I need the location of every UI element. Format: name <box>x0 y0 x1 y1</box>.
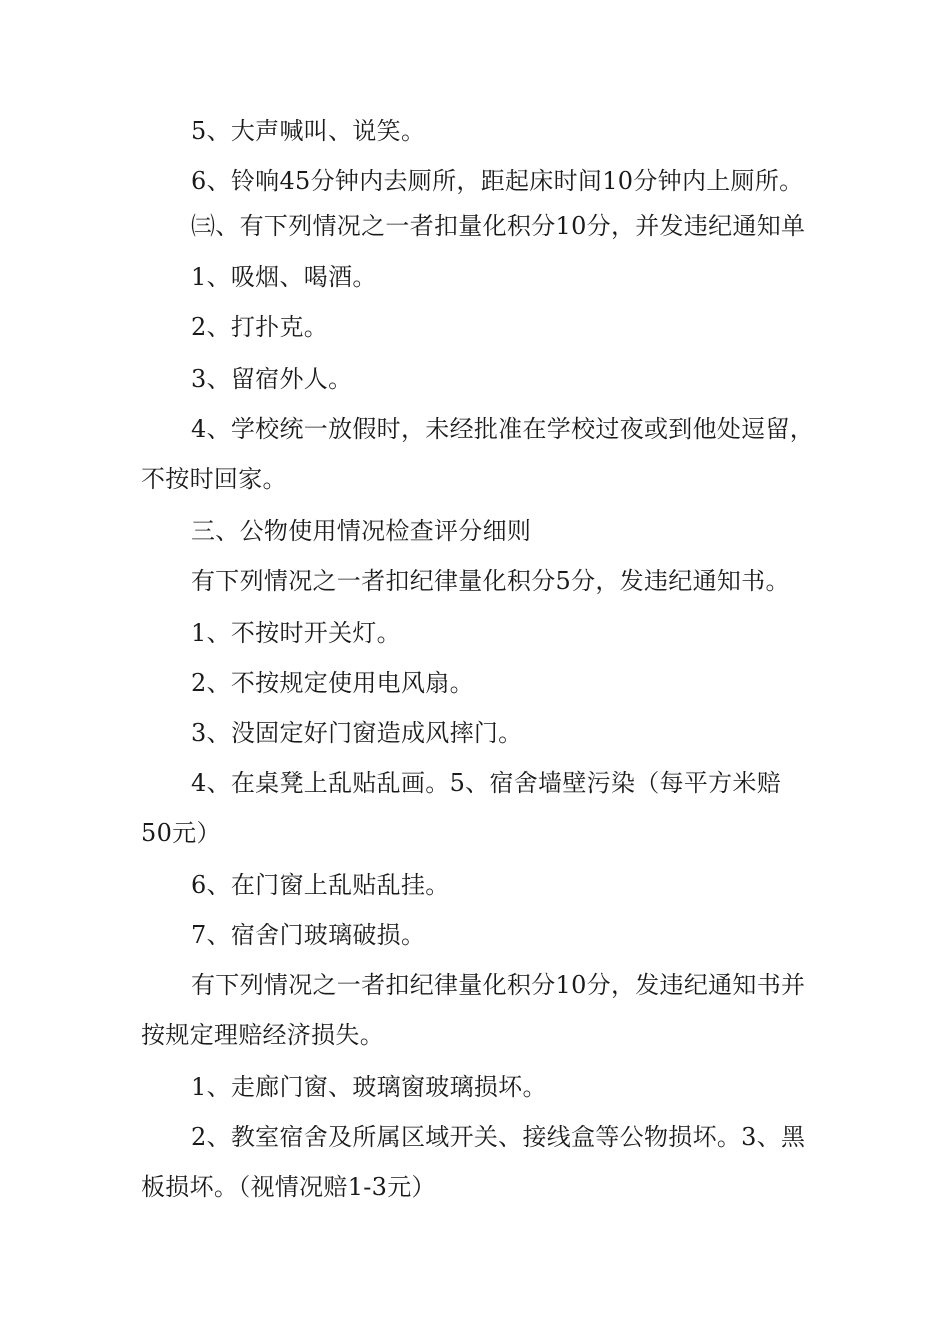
item-fan: 2、不按规定使用电风扇。 <box>191 669 474 697</box>
item-switches: 2、教室宿舍及所属区域开关、接线盒等公物损坏。3、黑 <box>191 1123 806 1151</box>
item-toilet-timing: 6、铃响45分钟内去厕所，距起床时间10分钟内上厕所。 <box>191 167 804 195</box>
item-holiday-stay-cont: 不按时回家。 <box>141 465 287 493</box>
item-door-slam: 3、没固定好门窗造成风摔门。 <box>191 719 523 747</box>
section-heading-public-property: 三、公物使用情况检查评分细则 <box>191 517 532 545</box>
item-graffiti-cont: 50元） <box>141 819 221 847</box>
item-smoking-drinking: 1、吸烟、喝酒。 <box>191 263 377 291</box>
rule-5-points: 有下列情况之一者扣纪律量化积分5分，发违纪通知书。 <box>191 567 790 595</box>
item-shouting: 5、大声喊叫、说笑。 <box>191 117 426 145</box>
item-door-glass: 7、宿舍门玻璃破损。 <box>191 921 426 949</box>
section-heading-10-points: ㈢、有下列情况之一者扣量化积分10分，并发违纪通知单 <box>191 212 806 240</box>
item-lights: 1、不按时开关灯。 <box>191 619 401 647</box>
item-blackboard: 板损坏。（视情况赔1-3元） <box>141 1173 436 1201</box>
item-graffiti: 4、在桌凳上乱贴乱画。5、宿舍墙壁污染（每平方米赔 <box>191 769 782 797</box>
rule-10-points: 有下列情况之一者扣纪律量化积分10分，发违纪通知书并 <box>191 971 806 999</box>
item-door-posting: 6、在门窗上乱贴乱挂。 <box>191 871 450 899</box>
item-playing-cards: 2、打扑克。 <box>191 313 329 341</box>
item-overnight-guests: 3、留宿外人。 <box>191 365 353 393</box>
item-corridor-windows: 1、走廊门窗、玻璃窗玻璃损坏。 <box>191 1073 547 1101</box>
rule-10-points-cont: 按规定理赔经济损失。 <box>141 1021 384 1049</box>
item-holiday-stay: 4、学校统一放假时，未经批准在学校过夜或到他处逗留， <box>191 415 815 443</box>
